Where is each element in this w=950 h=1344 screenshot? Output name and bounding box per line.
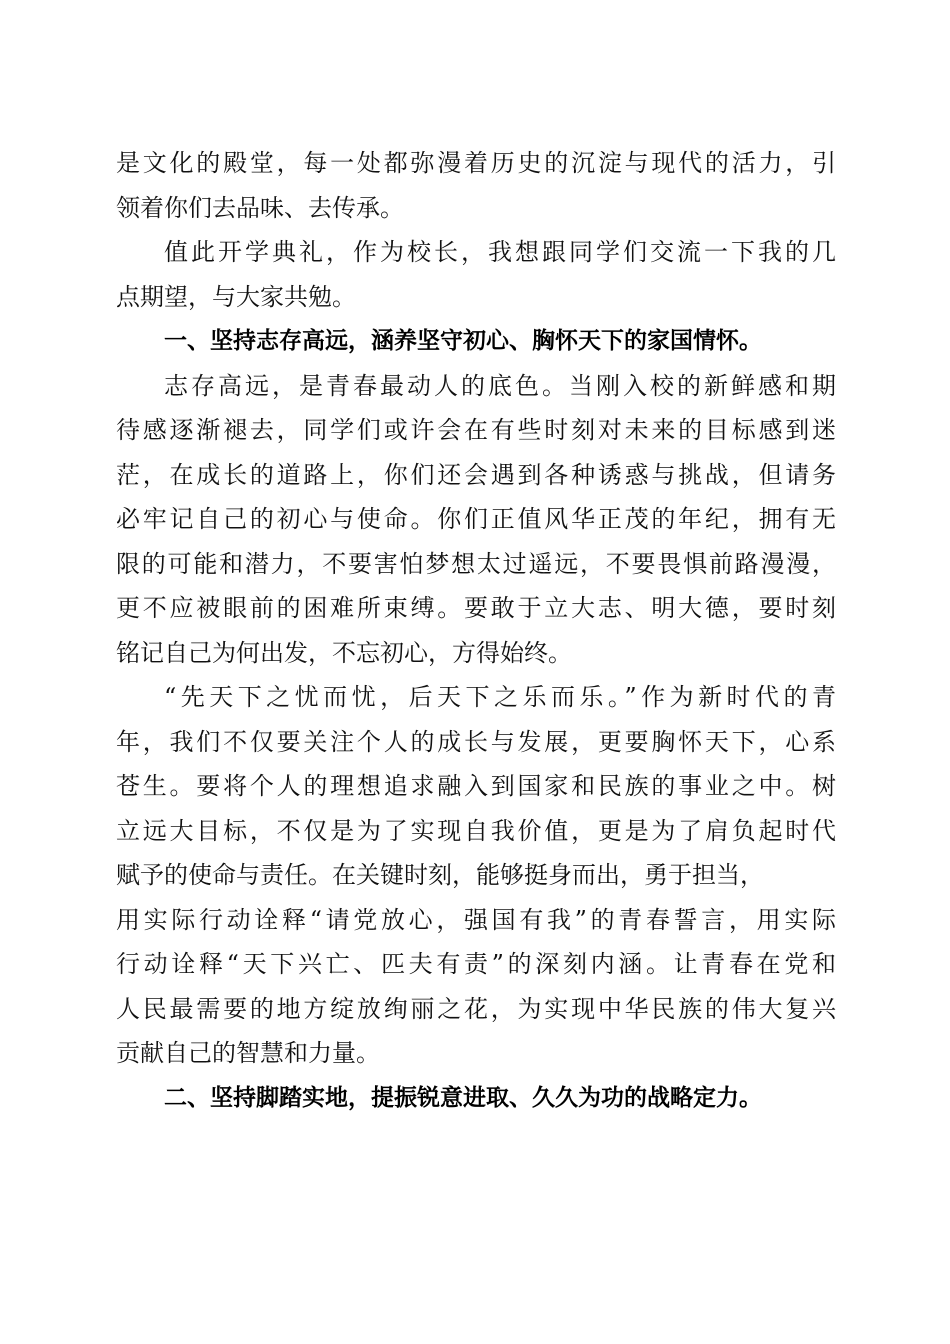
document-body bbox=[116, 141, 836, 1120]
text-line: 限的可能和潜力，不要害怕梦想太过遥远，不要畏惧前路漫漫， bbox=[116, 549, 836, 578]
paragraph-2 bbox=[116, 675, 836, 1076]
section-heading-2: 二、坚持脚踏实地，提振锐意进取、久久为功的战略定力。 bbox=[164, 1084, 762, 1111]
greeting-paragraph bbox=[116, 230, 836, 319]
text-line: 志存高远，是青春最动人的底色。当刚入校的新鲜感和期 bbox=[164, 371, 836, 400]
text-line: 用实际行动诠释“请党放心，强国有我”的青春誓言，用实际 bbox=[116, 905, 836, 934]
section-heading-1: 一、坚持志存高远，涵养坚守初心、胸怀天下的家国情怀。 bbox=[164, 328, 762, 354]
text-line: 值此开学典礼，作为校长，我想跟同学们交流一下我的几 bbox=[164, 238, 836, 266]
text-line: 贡献自己的智慧和力量。 bbox=[116, 1039, 380, 1067]
text-line: 赋予的使命与责任。在关键时刻，能够挺身而出，勇于担当， bbox=[116, 861, 764, 889]
text-line: 年，我们不仅要关注个人的成长与发展，更要胸怀天下，心系 bbox=[116, 727, 836, 756]
text-line: 苍生。要将个人的理想追求融入到国家和民族的事业之中。树 bbox=[116, 772, 836, 800]
text-line: 铭记自己为何出发，不忘初心，方得始终。 bbox=[116, 638, 572, 667]
text-line: 待感逐渐褪去，同学们或许会在有些时刻对未来的目标感到迷 bbox=[116, 416, 836, 444]
text-line: 立远大目标，不仅是为了实现自我价值，更是为了肩负起时代 bbox=[116, 816, 836, 845]
text-line: 茫，在成长的道路上，你们还会遇到各种诱惑与挑战，但请务 bbox=[116, 460, 836, 489]
text-line: 更不应被眼前的困难所束缚。要敢于立大志、明大德，要时刻 bbox=[116, 594, 836, 622]
text-line: 点期望，与大家共勉。 bbox=[116, 282, 356, 311]
text-line: 行动诠释“天下兴亡、匹夫有责”的深刻内涵。让青春在党和 bbox=[116, 950, 836, 978]
paragraph-1 bbox=[116, 364, 836, 676]
text-line: 必牢记自己的初心与使命。你们正值风华正茂的年纪，拥有无 bbox=[116, 505, 836, 533]
text-line: “先天下之忧而忧，后天下之乐而乐。”作为新时代的青 bbox=[164, 683, 836, 711]
text-line: 是文化的殿堂，每一处都弥漫着历史的沉淀与现代的活力，引 bbox=[116, 149, 836, 177]
text-line: 领着你们去品味、去传承。 bbox=[116, 193, 404, 222]
text-line: 人民最需要的地方绽放绚丽之花，为实现中华民族的伟大复兴 bbox=[116, 994, 836, 1023]
intro-paragraph bbox=[116, 141, 836, 230]
